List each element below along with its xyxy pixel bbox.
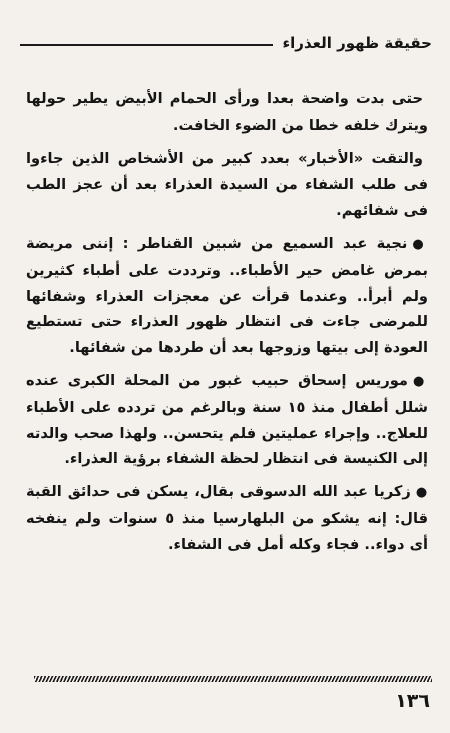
paragraph <box>26 231 428 361</box>
running-header <box>20 30 432 56</box>
paragraph-text: زكريا عبد الله الدسوقى بقال، يسكن فى حدائق القبة قال: إنه يشكو من البلهارسيا منذ ٥ سنوات ولم ينفخه أى دواء.. فجاء وكله أمل فى الشفاء. <box>26 483 429 553</box>
bullet-icon: ● <box>412 373 429 389</box>
paragraph-text: نجية عبد السميع من شبين القناطر : إننى مريضة بمرض غامض حير الأطباء.. وترددت على أطباء كثيرين ولم أبرأ.. وعندما قرأت عن معجزات العذراء وشفائها للمرضى جاءت فى انتظار ظهور العذراء حتى تستطيع العودة إلى بيتها وزوجها بعد أن طردها من شفائها. <box>26 234 428 357</box>
header-rule <box>20 44 273 46</box>
page-number: ١٣٦ <box>395 690 430 712</box>
paragraph <box>26 479 428 557</box>
paragraph-text: موريس إسحاق حبيب غبور من المحلة الكبرى عنده شلل أطفال منذ ١٥ سنة وبالرغم من تردده على الأطباء للعلاج.. وإجراء عمليتين فلم يتحسن.. ولهذا صحب والدته إلى الكنيسة فى انتظار لحظة الشفاء برؤية العذراء. <box>26 371 428 468</box>
bullet-icon: ● <box>412 236 429 252</box>
footer-hatched-rule <box>34 676 432 682</box>
header-title: حقيقة ظهور العذراء <box>282 34 432 52</box>
paragraph <box>26 146 428 224</box>
paragraph <box>26 86 428 139</box>
body-text <box>26 86 428 565</box>
paragraph-text: حتى بدت واضحة بعدا ورأى الحمام الأبيض يطير حولها ويترك خلفه خطا من الضوء الخافت. <box>26 90 428 134</box>
bullet-icon: ● <box>415 485 428 501</box>
paragraph <box>26 368 428 472</box>
paragraph-text: والتقت «الأخبار» بعدد كبير من الأشخاص الذين جاءوا فى طلب الشفاء من السيدة العذراء بعد أن عجز الطب فى شفائهم. <box>26 149 428 220</box>
